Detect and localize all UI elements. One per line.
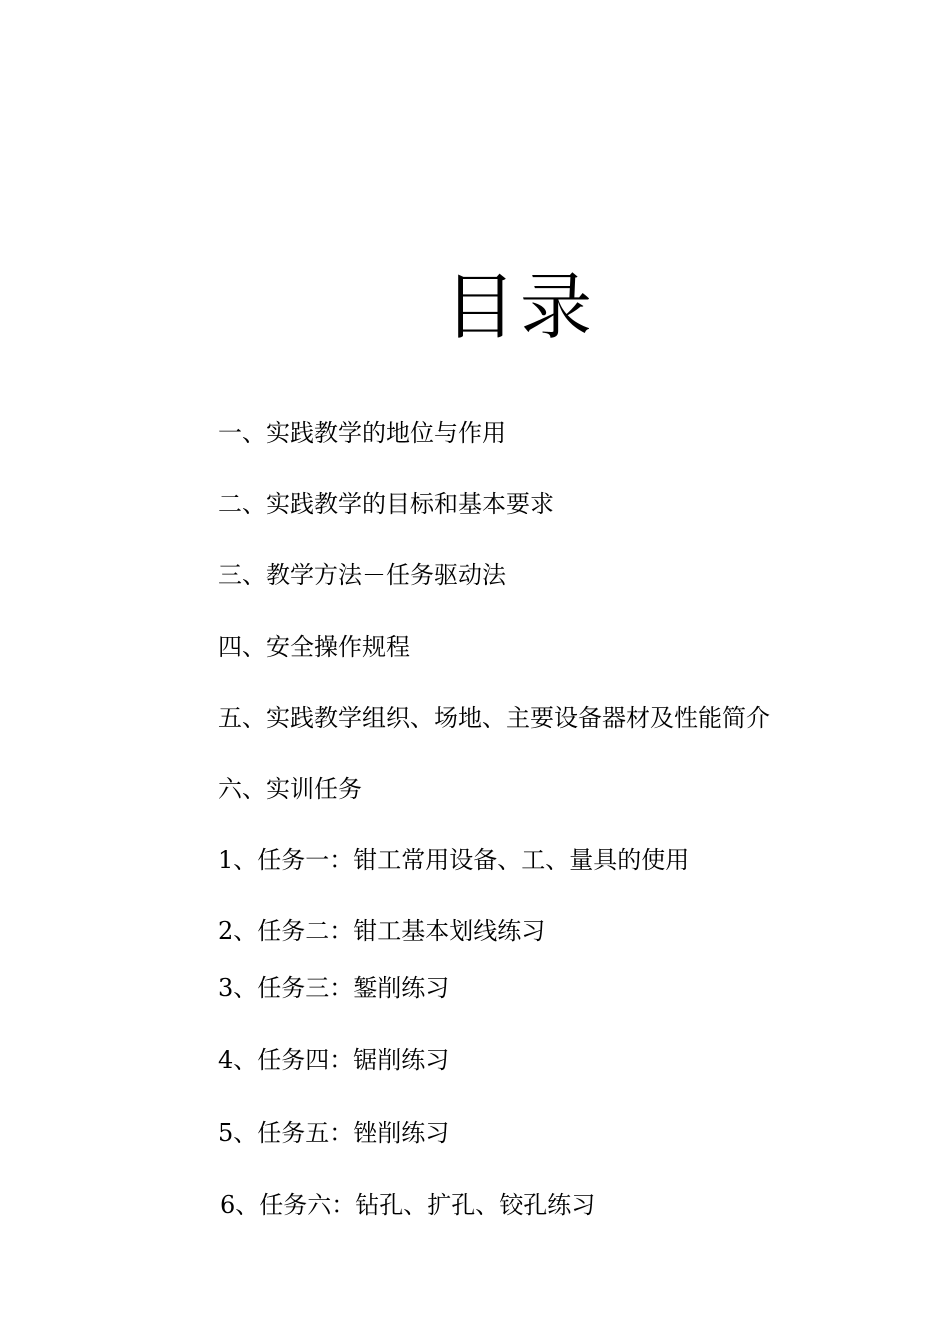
toc-item-task-6: 6、任务六：钻孔、扩孔、铰孔练习 <box>220 1191 596 1219</box>
page-title: 目录 <box>443 265 596 349</box>
toc-item-task-2: 2、任务二：钳工基本划线练习 <box>218 917 546 945</box>
toc-item-task-4: 4、任务四：锯削练习 <box>218 1046 450 1074</box>
toc-item-task-3: 3、任务三：錾削练习 <box>218 974 450 1002</box>
toc-item-section-5: 五、实践教学组织、场地、主要设备器材及性能简介 <box>218 704 770 732</box>
toc-item-section-3: 三、教学方法－任务驱动法 <box>218 561 506 589</box>
toc-item-task-5: 5、任务五：锉削练习 <box>218 1119 450 1147</box>
toc-item-section-4: 四、安全操作规程 <box>218 633 410 661</box>
toc-item-section-6: 六、实训任务 <box>218 775 362 803</box>
toc-item-task-1: 1、任务一：钳工常用设备、工、量具的使用 <box>218 846 690 874</box>
toc-item-section-1: 一、实践教学的地位与作用 <box>218 419 506 447</box>
toc-item-section-2: 二、实践教学的目标和基本要求 <box>218 490 554 518</box>
